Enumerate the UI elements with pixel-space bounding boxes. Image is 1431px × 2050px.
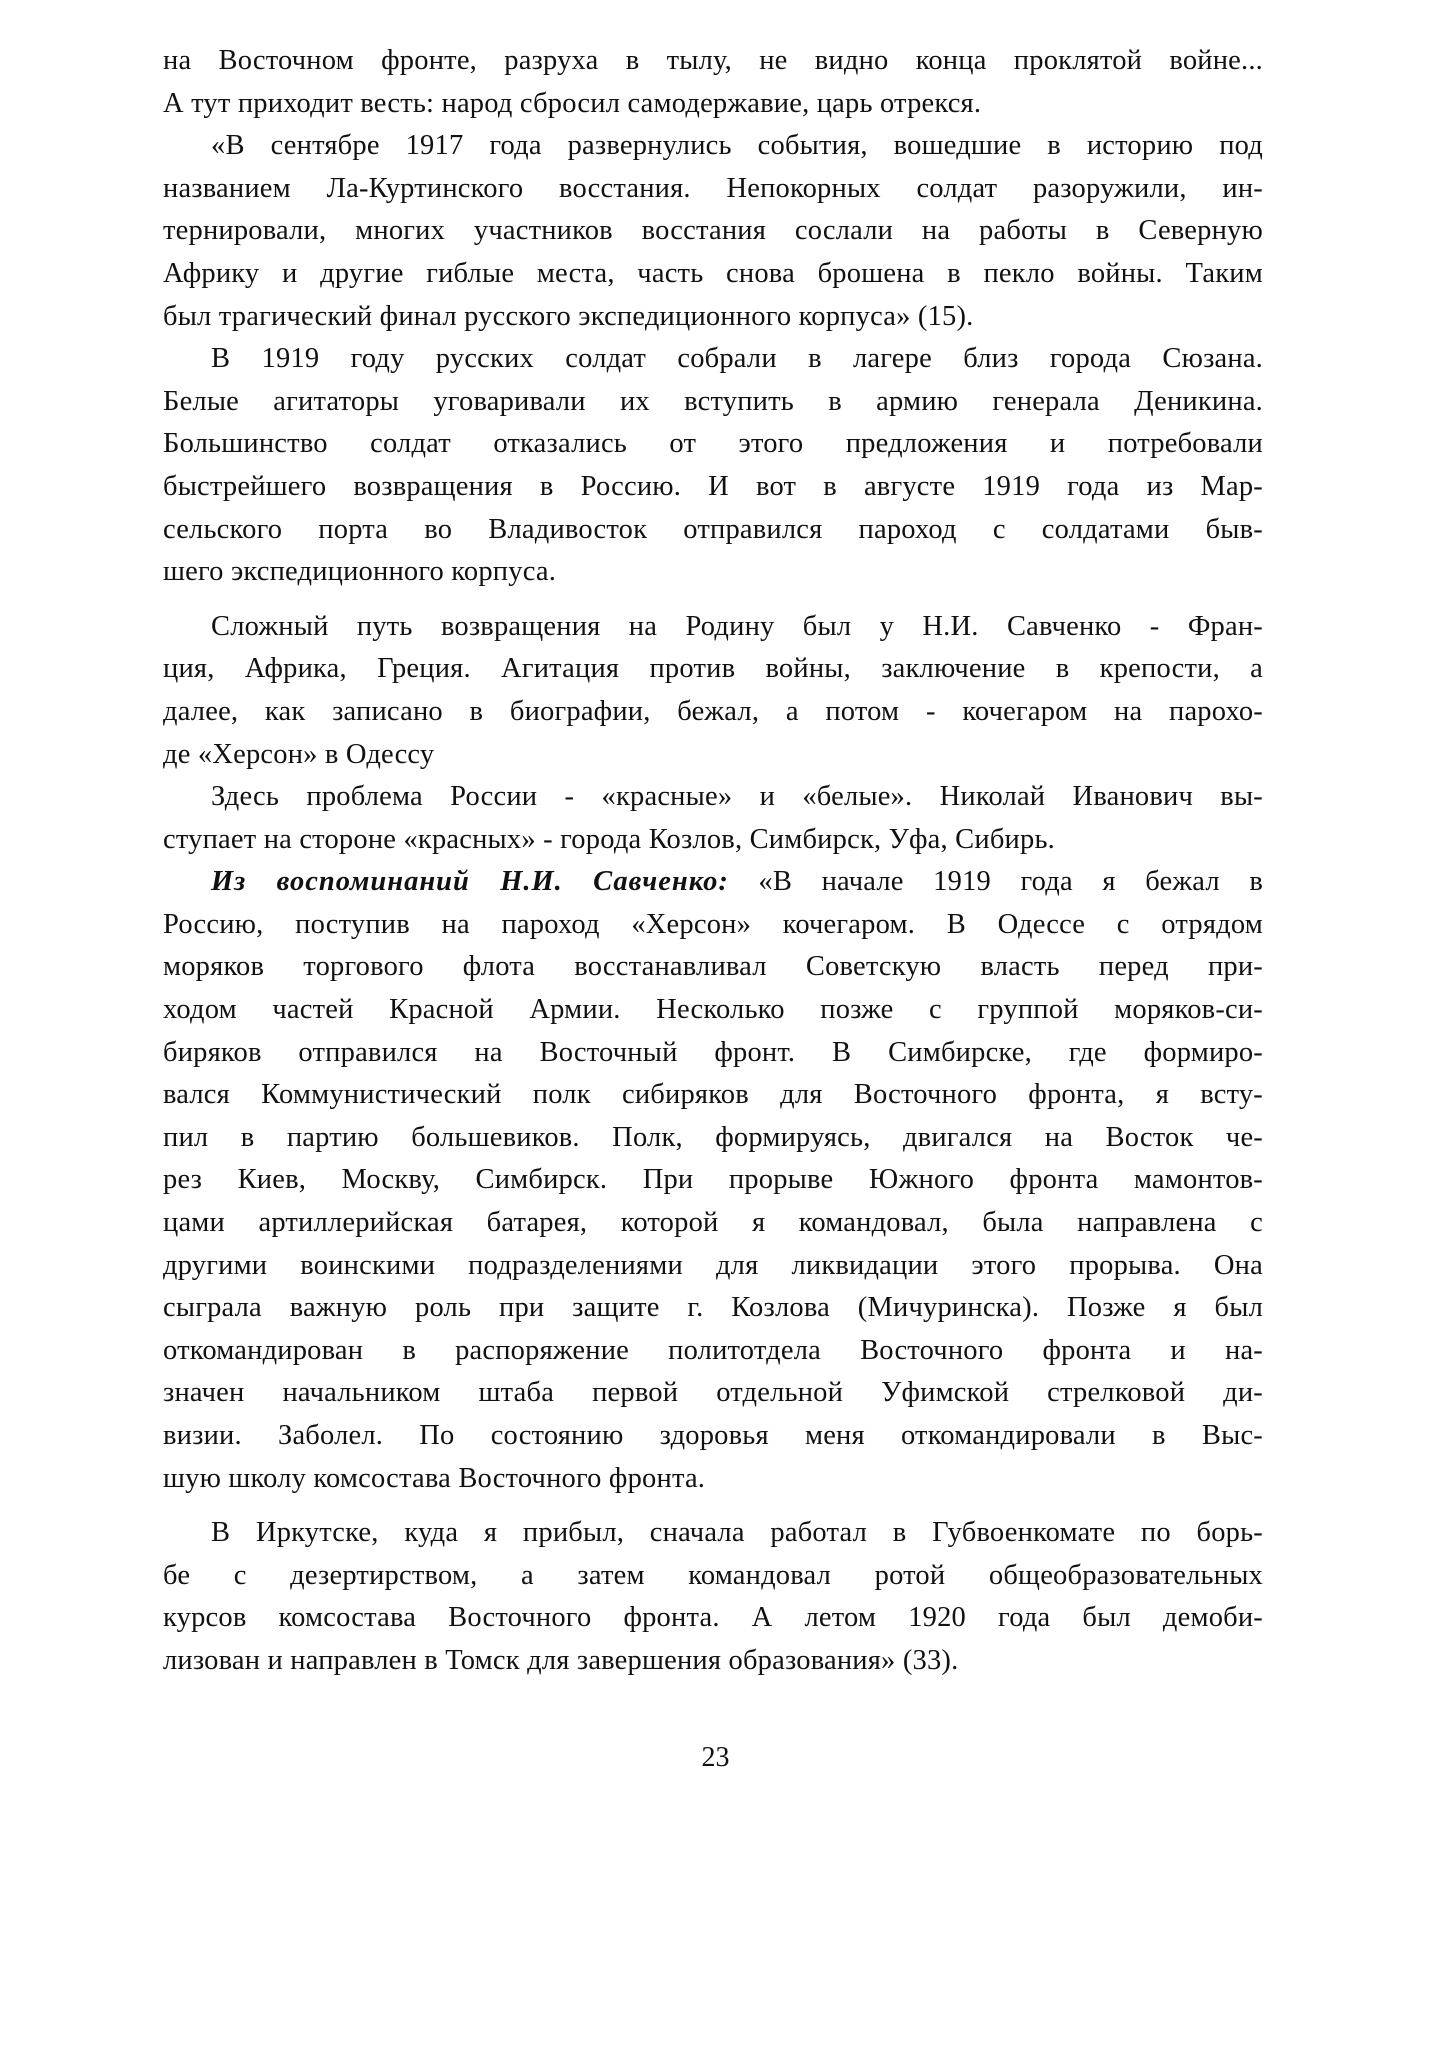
paragraph [163,776,1263,861]
text-line: В 1919 году русских солдат собрали в лагере близ города Сюзана. [211,343,1263,375]
text-line: визии. Заболел. По состоянию здоровья меня откомандировали в Выс- [163,1420,1263,1451]
text-line: сельского порта во Владивосток отправился пароход с солдатами быв- [163,513,1263,545]
text-line: Белые агитаторы уговаривали их вступить в армию генерала Деникина. [163,385,1263,417]
text-line: Сложный путь возвращения на Родину был у Н.И. Савченко - Фран- [211,610,1263,642]
text-line: «В сентябре 1917 года развернулись события, вошедшие в историю под [211,130,1263,162]
text-line: тернировали, многих участников восстания сослали на работы в Северную [163,215,1263,247]
text-line: цами артиллерийская батарея, которой я командовал, была направлена с [163,1207,1263,1239]
page-body [163,40,1263,1683]
text-line: откомандирован в распоряжение политотдела Восточного фронта и на- [163,1334,1263,1366]
text-line: другими воинскими подразделениями для ликвидации этого прорыва. Она [163,1249,1263,1281]
text-line: Россию, поступив на пароход «Херсон» кочегаром. В Одессе с отрядом [163,908,1263,940]
text-line: лизован и направлен в Томск для завершения образования» (33). [163,1644,959,1676]
text-line: сыграла важную роль при защите г. Козлова (Мичуринска). Позже я был [163,1292,1263,1324]
text-line: рез Киев, Москву, Симбирск. При прорыве Южного фронта мамонтов- [163,1164,1263,1196]
text-line: В Иркутске, куда я прибыл, сначала работал в Губвоенкомате по борь- [211,1517,1263,1549]
text-line: Здесь проблема России - «красные» и «белые». Николай Иванович вы- [211,781,1263,813]
text-line: шего экспедиционного корпуса. [163,556,557,588]
paragraph [163,338,1263,594]
paragraph [163,606,1263,776]
text-line [163,861,1263,904]
paragraph [163,125,1263,338]
text-line: ция, Африка, Греция. Агитация против войны, заключение в крепости, а [163,653,1263,685]
text-line: ступает на стороне «красных» - города Козлов, Симбирск, Уфа, Сибирь. [163,823,1055,855]
text-line: был трагический финал русского экспедиционного корпуса» (15). [163,300,974,332]
text-line: Большинство солдат отказались от этого предложения и потребовали [163,428,1263,460]
text-line: моряков торгового флота восстанавливал Советскую власть перед при- [163,951,1263,983]
text-line: Африку и другие гиблые места, часть снова брошена в пекло войны. Таким [163,257,1263,289]
memoir-intro: Из воспоминаний Н.И. Савченко: [211,866,729,898]
text-line: А тут приходит весть: народ сбросил самодержавие, царь отрекся. [163,87,982,119]
text-line: пил в партию большевиков. Полк, формируясь, двигался на Восток че- [163,1121,1263,1153]
text-line: бе с дезертирством, а затем командовал ротой общеобразовательных [163,1559,1263,1591]
text-line: быстрейшего возвращения в Россию. И вот в августе 1919 года из Мар- [163,470,1263,502]
paragraph [163,861,1263,1500]
text-line: далее, как записано в биографии, бежал, а потом - кочегаром на парохо- [163,695,1263,727]
text-line: значен начальником штаба первой отдельной Уфимской стрелковой ди- [163,1377,1263,1409]
text-line: названием Ла-Куртинского восстания. Непокорных солдат разоружили, ин- [163,172,1263,204]
paragraph [163,40,1263,125]
text-run: «В начале 1919 года я бежал в [728,866,1264,898]
page-number: 23 [701,1742,730,1773]
text-line: биряков отправился на Восточный фронт. В Симбирске, где формиро- [163,1036,1263,1068]
paragraph [163,1512,1263,1682]
text-line: шую школу комсостава Восточного фронта. [163,1462,706,1494]
text-line: курсов комсостава Восточного фронта. А летом 1920 года был демоби- [163,1602,1263,1634]
text-line: на Восточном фронте, разруха в тылу, не видно конца проклятой войне... [163,45,1263,76]
text-line: вался Коммунистический полк сибиряков для Восточного фронта, я всту- [163,1079,1263,1111]
text-line: ходом частей Красной Армии. Несколько позже с группой моряков-си- [163,994,1263,1026]
text-line: де «Херсон» в Одессу [163,738,435,770]
